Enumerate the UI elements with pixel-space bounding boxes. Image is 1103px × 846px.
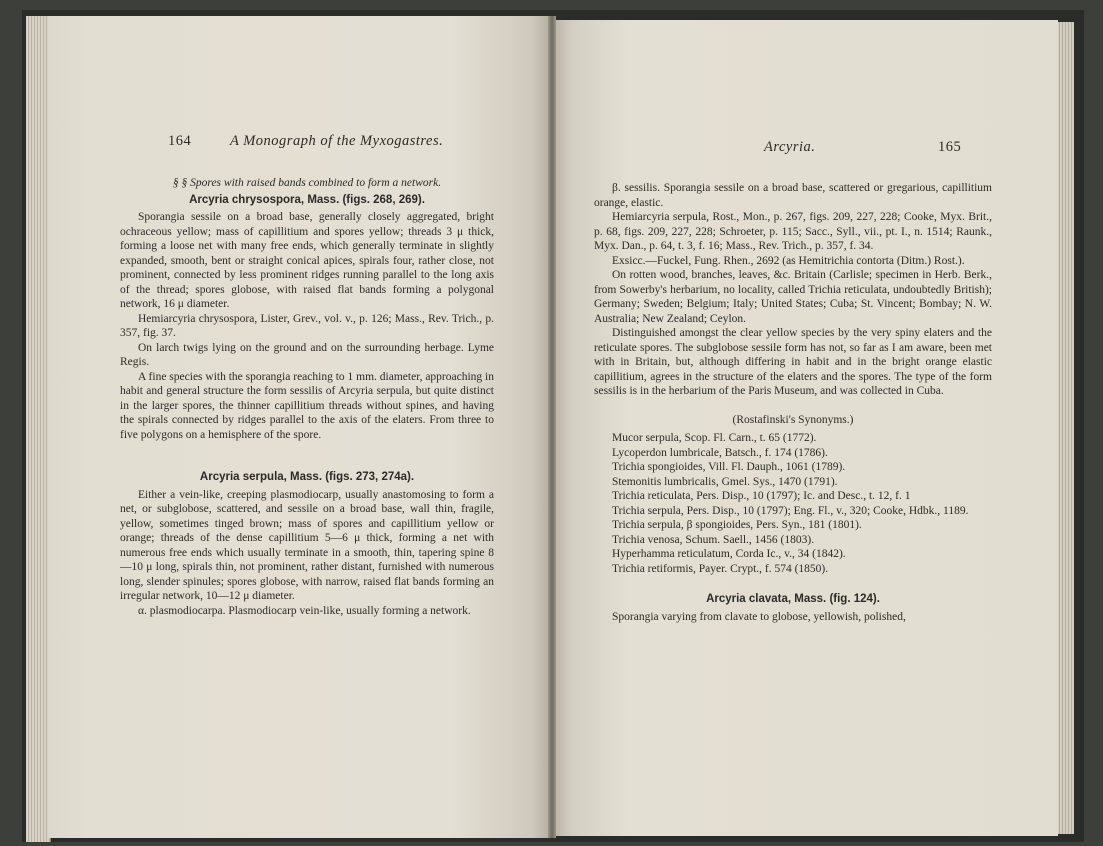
synonym-entry: Trichia spongioides, Vill. Fl. Dauph., 1061 (1789).	[612, 461, 846, 473]
synonym-entry: Trichia reticulata, Pers. Disp., 10 (1797); Ic. and Desc., t. 12, f. 1	[612, 490, 911, 502]
synonym-entry: Trichia retiformis, Payer. Crypt., f. 574 (1850).	[612, 562, 829, 575]
running-title-left: A Monograph of the Myxogastres.	[230, 133, 444, 149]
synonymy-chrysospora: Hemiarcyria chrysospora, Lister, Grev., vol. v., p. 126; Mass., Rev. Trich., p. 357, fig. 37.	[120, 312, 494, 339]
species-heading-chrysospora: Arcyria chrysospora, Mass. (figs. 268, 269).	[189, 193, 425, 206]
synonym-entry: Lycoperdon lumbricale, Batsch., f. 174 (1786).	[612, 446, 828, 459]
species-heading-clavata: Arcyria clavata, Mass. (fig. 124).	[706, 593, 880, 605]
right-page-text	[594, 181, 992, 624]
discussion-serpula: Distinguished amongst the clear yellow species by the very spiny elaters and the reticulate spores. The subglobose sessile form has not, so far as I am aware, been met with in Britain, but, although differing in habit and in the bright orange elastic capillitium, agrees in the structure of the elaters and the spores. The type of the form sessilis is in the herbarium of the Paris Museum, and was collected in Cuba.	[594, 327, 992, 397]
left-page-text	[120, 170, 494, 618]
synonym-entry: Trichia serpula, β spongioides, Pers. Syn., 181 (1801).	[612, 519, 862, 531]
synonyms-heading: (Rostafinski's Synonyms.)	[732, 413, 854, 426]
book-gutter	[548, 16, 556, 838]
synonym-entry: Trichia serpula, Pers. Disp., 10 (1797); Eng. Fl., v., 320; Cooke, Hdbk., 1189.	[612, 504, 969, 517]
synonym-entry: Trichia venosa, Schum. Saell., 1456 (1803).	[612, 533, 815, 546]
habitat-serpula: On rotten wood, branches, leaves, &c. Britain (Carlisle; specimen in Herb. Berk., from Sowerby's herbarium, no locality, called Trichia reticulata, undoubtedly British); Germany; Sweden; Belgium; Italy; United States; Cuba; St. Vincent; Bombay; N. W. Australia; New Zealand; Ceylon.	[594, 269, 992, 325]
synonym-entry: Hyperhamma reticulatum, Corda Ic., v., 34 (1842).	[612, 548, 846, 560]
page-number-right: 165	[938, 139, 962, 155]
exsiccata: Exsicc.—Fuckel, Fung. Rhen., 2692 (as Hemitrichia contorta (Ditm.) Rost.).	[612, 254, 965, 267]
page-number-left: 164	[168, 133, 192, 149]
section-heading: § § Spores with raised bands combined to form a network.	[172, 177, 442, 189]
description-serpula: Either a vein-like, creeping plasmodiocarp, usually anastomosing to form a net, or subglobose, scattered, and sessile on a broad base, wall thin, fragile, yellow, sometimes tinged brown; mass of spores and capillitium yellow or orange; threads of the dense capillitium 5—6 μ thick, forming a net with numerous free ends which usually terminate in a smooth, thin, tapering spine 8—10 μ long, spirals thin, not prominent, rather distant, furnished with numerous long, slender spinules; spores globose, with narrow, raised flat bands forming an irregular network, 10—12 μ diameter.	[120, 488, 494, 602]
habitat-chrysospora: On larch twigs lying on the ground and on the surrounding herbage. Lyme Regis.	[120, 341, 494, 368]
description-chrysospora: Sporangia sessile on a broad base, generally closely aggregated, bright ochraceous yellow; mass of capillitium and spores yellow; threads 3 μ thick, forming a loose net with many free ends, which generally terminate in slightly expanded, smooth, bent or straight conical apices, spirals four, rather close, not prominent, connected by less prominent ridges running parallel to the long axis of the thread; spores globose, with raised flat bands forming a polygonal network, 16 μ diameter.	[120, 211, 494, 310]
synonym-entry: Stemonitis lumbricalis, Gmel. Sys., 1470 (1791).	[612, 475, 838, 488]
notes-chrysospora: A fine species with the sporangia reaching to 1 mm. diameter, approaching in habit and general structure the form sessilis of Arcyria serpula, but quite distinct in the larger spores, the thinner capillitium threads without spines, and having the spirals connected by ridges parallel to the axis of the elaters. From three to five polygons on a hemisphere of the spore.	[120, 370, 494, 441]
synonym-entry: Mucor serpula, Scop. Fl. Carn., t. 65 (1772).	[612, 432, 817, 444]
variety-plasmodiocarpa: α. plasmodiocarpa. Plasmodiocarp vein-like, usually forming a network.	[138, 604, 471, 617]
species-heading-serpula: Arcyria serpula, Mass. (figs. 273, 274a).	[199, 471, 415, 483]
synonymy-serpula: Hemiarcyria serpula, Rost., Mon., p. 267, figs. 209, 227, 228; Cooke, Myx. Brit., p. 68, figs. 209, 227, 228; Schroeter, p. 115; Sacc., Syll., vii., pt. I., n. 1514; Raunk., Myx. Dan., p. 64, t. 3, f. 16; Mass., Rev. Trich., p. 357, f. 34.	[594, 211, 992, 252]
variety-sessilis: β. sessilis. Sporangia sessile on a broad base, scattered or gregarious, capillitium orange, elastic.	[594, 182, 992, 209]
running-title-right: Arcyria.	[764, 139, 816, 155]
description-clavata: Sporangia varying from clavate to globose, yellowish, polished,	[612, 610, 906, 623]
